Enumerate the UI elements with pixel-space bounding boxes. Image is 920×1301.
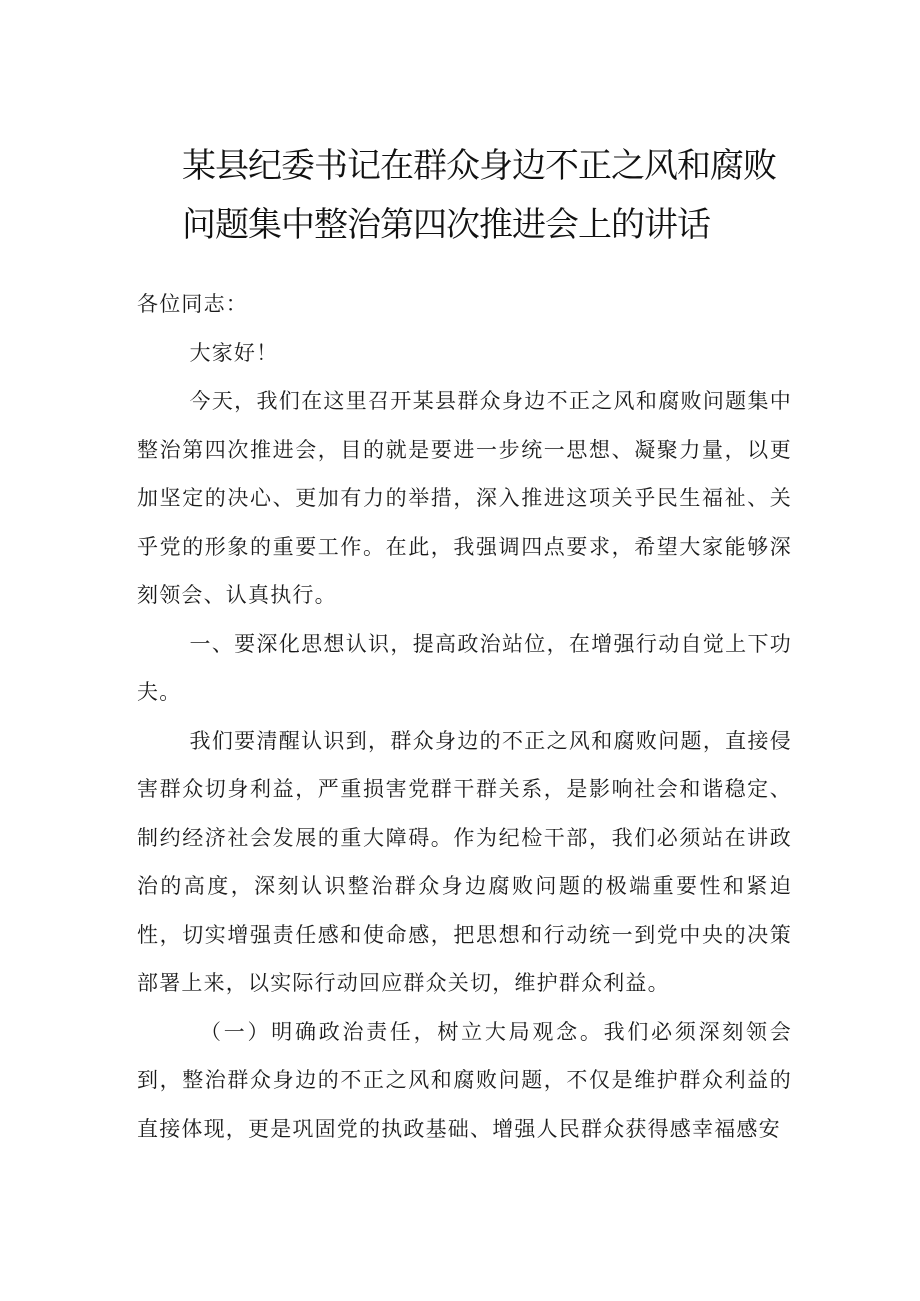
salutation: 各位同志： — [137, 292, 248, 316]
paragraph-awareness: 我们要清醒认识到，群众身边的不正之风和腐败问题，直接侵害群众切身利益，严重损害党群干群关系，是影响社会和谐稳定、制约经济社会发展的重大障碍。作为纪检干部，我们必须站在讲政治的高度，深刻认识整治群众身边腐败问题的极端重要性和紧迫性，切实增强责任感和使命感，把思想和行动统一到党中央的决策部署上来，以实际行动回应群众关切，维护群众利益。 — [137, 728, 792, 995]
greeting: 大家好！ — [189, 340, 279, 365]
subsection-1: （一）明确政治责任，树立大局观念。我们必须深刻领会到，整治群众身边的不正之风和腐败问题，不仅是维护群众利益的直接体现，更是巩固党的执政基础、增强人民群众获得感幸福感安 — [137, 1019, 792, 1141]
document-title-line-2: 问题集中整治第四次推进会上的讲话 — [182, 205, 710, 245]
document-title-line-1: 某县纪委书记在群众身边不正之风和腐败 — [182, 146, 776, 186]
paragraph-intro: 今天，我们在这里召开某县群众身边不正之风和腐败问题集中整治第四次推进会，目的就是要进一步统一思想、凝聚力量，以更加坚定的决心、更加有力的举措，深入推进这项关乎民生福祉、关乎党的形象的重要工作。在此，我强调四点要求，希望大家能够深刻领会、认真执行。 — [137, 389, 792, 607]
document-body — [137, 280, 792, 1153]
section-heading-1: 一、要深化思想认识，提高政治站位，在增强行动自觉上下功夫。 — [137, 631, 792, 704]
